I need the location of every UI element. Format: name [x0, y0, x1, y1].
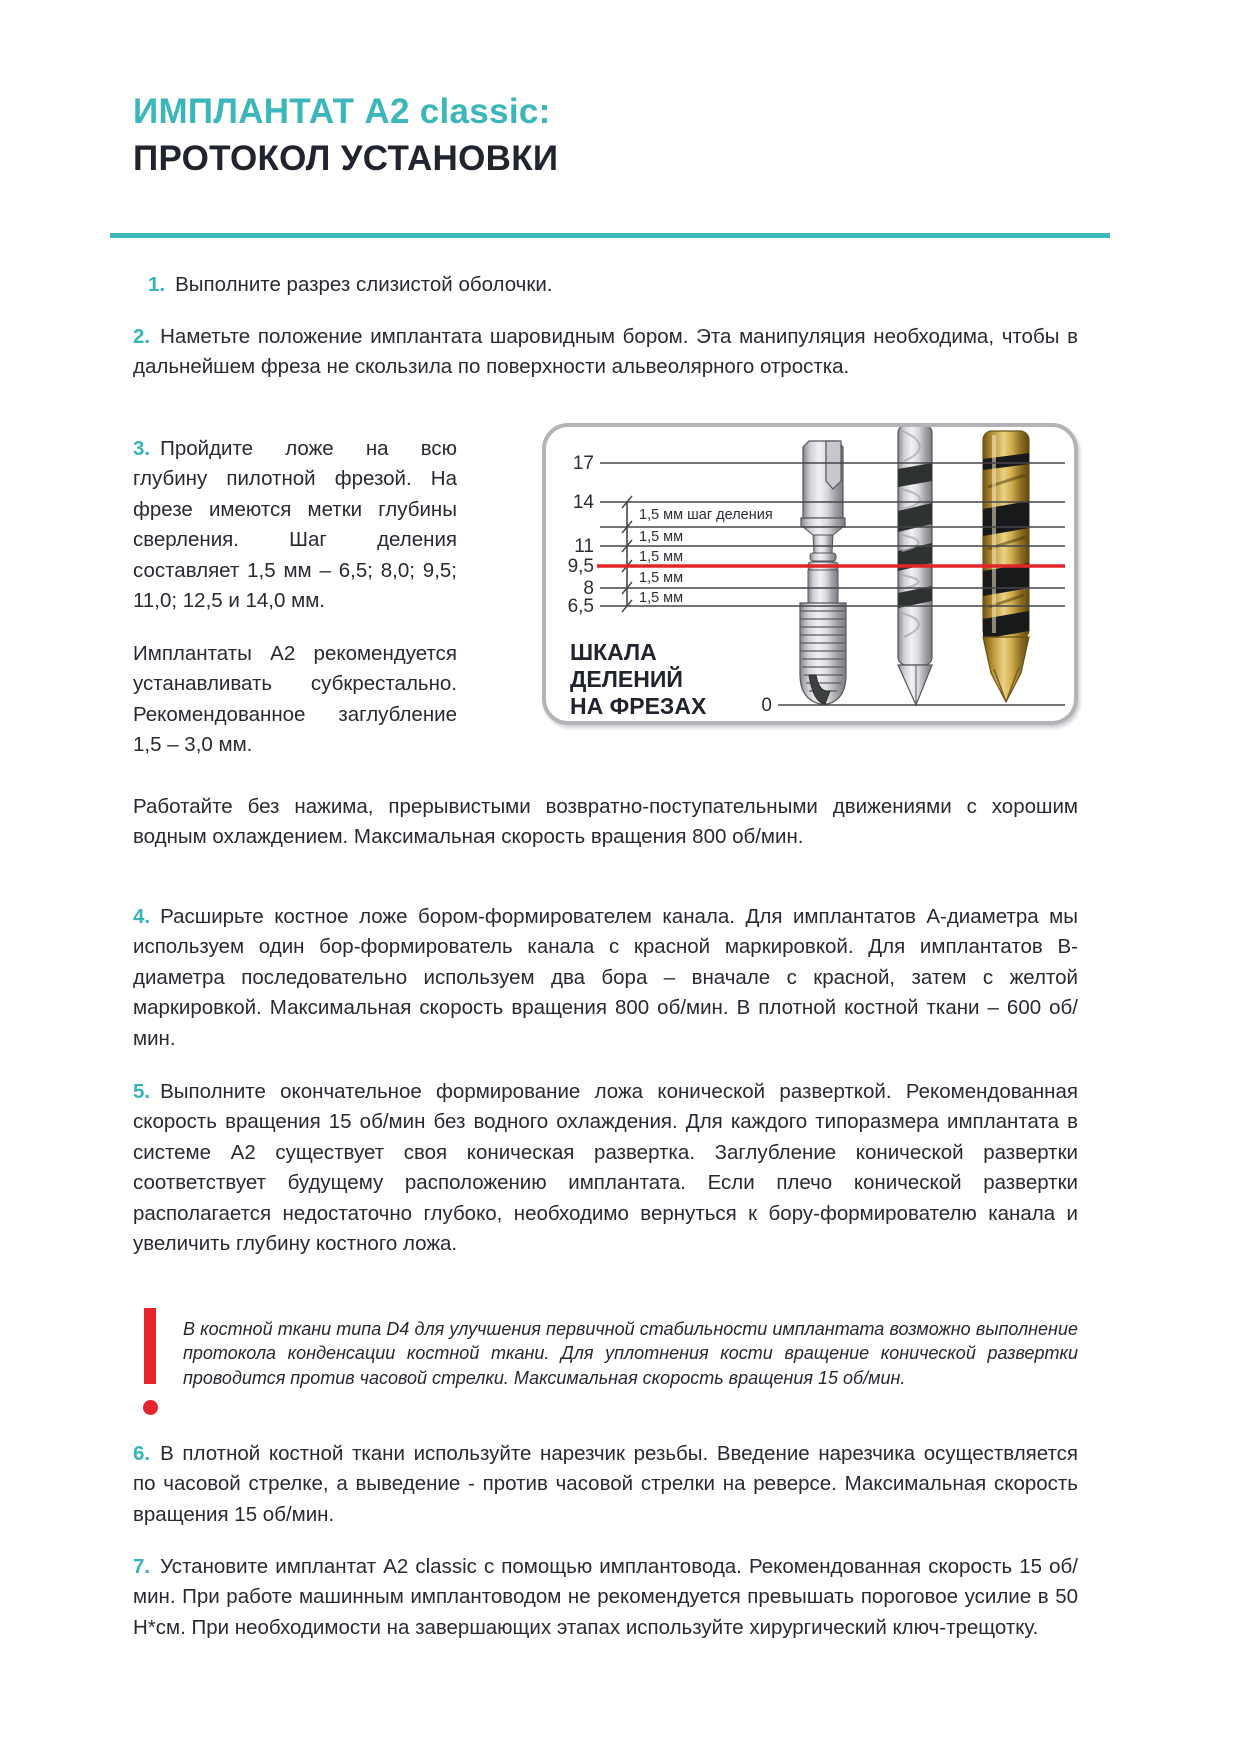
step-4-text: Расширьте костное ложе бором-формирователем канала. Для имплантатов А-диаметра мы используем один бор-формирователь канала с красной маркировкой. Для имплантатов В-диаметра последовательно используем два бора – вначале с красной, затем с желтой маркировкой. Максимальная скорость вращения 800 об/мин. В плотной костной ткани – 600 об/мин. — [133, 905, 1078, 1050]
warning-note-text: В костной ткани типа D4 для улучшения первичной стабильности имплантата возможно выполнение протокола конденсации костной ткани. Для уплотнения кости вращение конической развертки проводится против часовой стрелки. Максимальная скорость вращения 15 об/мин. — [183, 1319, 1078, 1388]
depth-label-14: 14 — [572, 492, 594, 513]
step-7-number: 7. — [133, 1555, 151, 1578]
paragraph-technique: Работайте без нажима, прерывистыми возвратно-поступательными движениями с хорошим водным охлаждением. Максимальная скорость вращения 800 об/мин. — [133, 795, 1078, 849]
step-4 — [133, 902, 1078, 1054]
interval-label-4: 1,5 мм — [639, 590, 684, 606]
step-1-number: 1. — [148, 273, 166, 296]
step-5-number: 5. — [133, 1080, 151, 1103]
interval-label-step: 1,5 мм шаг деления — [639, 507, 773, 523]
step-3-text: Пройдите ложе на всю глубину пилотной фрезой. На фрезе имеются метки глубины сверления. Шаг деления составляет 1,5 мм – 6,5; 8,0; 9,5; 11,0; 12,5 и 14,0 мм. — [133, 437, 457, 613]
figure-caption-line1: ШКАЛА — [570, 639, 657, 665]
step-1 — [148, 270, 1110, 300]
step-6-text: В плотной костной ткани используйте нарезчик резьбы. Введение нарезчика осуществляется по часовой стрелке, а выведение - против часовой стрелки на реверсе. Максимальная скорость вращения 15 об/мин. — [133, 1442, 1078, 1526]
page-title-line2: ПРОТОКОЛ УСТАНОВКИ — [133, 139, 559, 178]
step-7 — [133, 1552, 1078, 1643]
title-divider — [110, 233, 1110, 238]
step-1-text: Выполните разрез слизистой оболочки. — [175, 273, 553, 296]
interval-label-3: 1,5 мм — [639, 570, 684, 586]
depth-label-9-5: 9,5 — [567, 556, 594, 577]
figure-caption-line2: ДЕЛЕНИЙ — [570, 666, 683, 692]
step-4-number: 4. — [133, 905, 151, 928]
step-6-number: 6. — [133, 1442, 151, 1465]
depth-label-0: 0 — [761, 695, 772, 716]
step-3 — [133, 434, 457, 616]
depth-label-11: 11 — [574, 536, 594, 557]
step-2 — [133, 322, 1078, 383]
depth-label-17: 17 — [572, 453, 594, 474]
exclamation-icon — [144, 1308, 156, 1384]
step-2-number: 2. — [133, 325, 151, 348]
step-7-text: Установите имплантат А2 classic с помощью имплантовода. Рекомендованная скорость 15 об/мин. При работе машинным имплантоводом не рекомендуется превышать пороговое усилие в 50 Н*см. При необходимости на завершающих этапах используйте хирургический ключ-трещотку. — [133, 1555, 1078, 1639]
page-title — [133, 88, 558, 182]
paragraph-subcrestal: Имплантаты А2 рекомендуется устанавливать субкрестально. Рекомендованное заглубление 1,5 – 3,0 мм. — [133, 642, 457, 757]
depth-label-6-5: 6,5 — [567, 596, 594, 617]
figure-caption-line3: НА ФРЕЗАХ — [570, 693, 707, 719]
page-title-line1: ИМПЛАНТАТ А2 classic: — [133, 92, 551, 131]
interval-label-1: 1,5 мм — [639, 529, 684, 545]
depth-scale-figure — [542, 423, 1078, 725]
depth-label-8: 8 — [583, 578, 594, 599]
step-5-text: Выполните окончательное формирование ложа конической разверткой. Рекомендованная скорость вращения 15 об/мин без водного охлаждения. Для каждого типоразмера имплантата в системе А2 существует своя коническая развертка. Заглубление конической развертки соответствует будущему расположению имплантата. Если плечо конической развертки располагается недостаточно глубоко, необходимо вернуться к бору-формирователю канала и увеличить глубину костного ложа. — [133, 1080, 1078, 1256]
interval-label-2: 1,5 мм — [639, 549, 684, 565]
depth-scale-illustration — [542, 423, 1078, 725]
exclamation-dot-icon — [143, 1400, 158, 1415]
step-5 — [133, 1077, 1078, 1259]
step-2-text: Наметьте положение имплантата шаровидным бором. Эта манипуляция необходима, чтобы в дальнейшем фреза не скользила по поверхности альвеолярного отростка. — [133, 325, 1078, 379]
step-6 — [133, 1439, 1078, 1530]
step-3-number: 3. — [133, 437, 151, 460]
